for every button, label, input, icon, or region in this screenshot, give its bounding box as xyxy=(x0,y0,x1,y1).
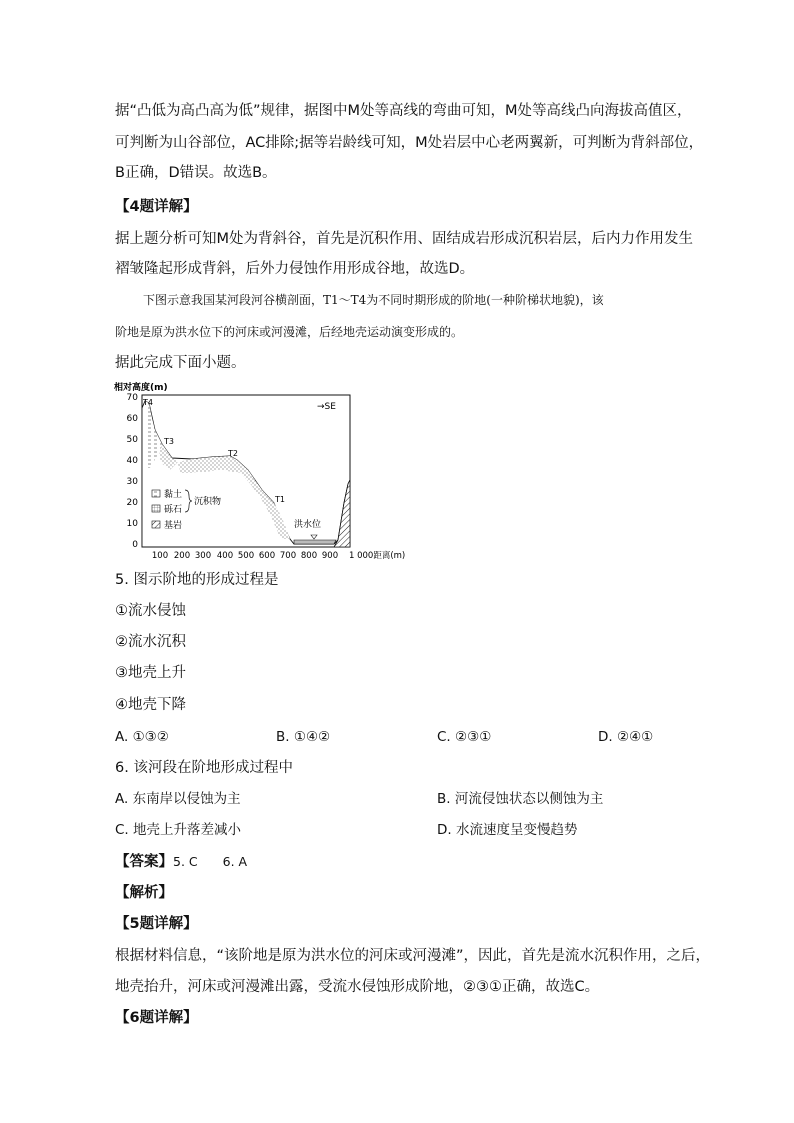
legend-gravel-swatch xyxy=(152,505,160,512)
y-axis-ticks xyxy=(127,393,139,550)
x-tick-label: 100 xyxy=(151,551,169,561)
y-tick-label: 50 xyxy=(126,435,138,445)
q6-option-a[interactable]: A. 东南岸以侵蚀为主 xyxy=(115,791,241,807)
q5-item-1: ①流水侵蚀 xyxy=(115,603,186,619)
q5-detail-line-1: 根据材料信息，“该阶地是原为洪水位的河床或河漫滩”，因此，首先是流水沉积作用，之后， xyxy=(115,948,711,964)
q4-line-2: 褶皱隆起形成背斜，后外力侵蚀作用形成谷地，故选D。 xyxy=(115,261,475,277)
explanation-line-3: B正确，D错误。故选B。 xyxy=(115,165,277,181)
flood-level-label: 洪水位 xyxy=(294,520,322,530)
terrace-label-t1: T1 xyxy=(275,495,285,504)
x-tick-label: 900 xyxy=(321,551,339,561)
x-tick-label: 800 xyxy=(300,551,318,561)
q6-option-c[interactable]: C. 地壳上升落差减小 xyxy=(115,822,242,838)
q5-option-b[interactable]: B. ①④② xyxy=(276,729,331,745)
x-tick-label: 400 xyxy=(216,551,234,561)
material-intro-line-1: 下图示意我国某河段河谷横剖面，T1～T4为不同时期形成的阶地(一种阶梯状地貌)，该 xyxy=(143,293,604,307)
x-axis-ticks xyxy=(152,550,405,561)
legend-clay-swatch xyxy=(152,490,160,497)
x-tick-label: 500 xyxy=(237,551,255,561)
flood-level-marker xyxy=(311,535,317,539)
q5-option-a[interactable]: A. ①③② xyxy=(115,729,169,745)
q4-line-1: 据上题分析可知M处为背斜谷，首先是沉积作用、固结成岩形成沉积岩层，后内力作用发生 xyxy=(115,231,694,247)
y-tick-label: 40 xyxy=(126,456,138,466)
explanation-line-1: 据“凸低为高凸高为低”规律，据图中M处等高线的弯曲可知，M处等高线凸向海拔高值区， xyxy=(115,103,692,119)
legend-clay-label: 黏土 xyxy=(164,490,183,500)
q5-item-4: ④地壳下降 xyxy=(115,697,186,713)
q6-detail-header: 【6题详解】 xyxy=(115,1010,198,1026)
y-tick-label: 10 xyxy=(126,519,138,529)
x-tick-label: 1 000距离(m) xyxy=(349,551,406,561)
explanation-line-2: 可判断为山谷部位，AC排除;据等岩龄线可知，M处岩层中心老两翼新，可判断为背斜部位， xyxy=(115,135,704,151)
q6-option-d[interactable]: D. 水流速度呈变慢趋势 xyxy=(437,822,578,838)
x-tick-label: 600 xyxy=(258,551,276,561)
x-tick-label: 300 xyxy=(194,551,212,561)
answer-values: 5. C 6. A xyxy=(173,854,248,869)
x-tick-label: 700 xyxy=(279,551,297,561)
bedrock-cliff xyxy=(334,480,350,547)
q6-stem: 6. 该河段在阶地形成过程中 xyxy=(115,760,293,776)
instruction-text: 据此完成下面小题。 xyxy=(115,355,246,371)
y-axis-title: 相对高度(m) xyxy=(114,383,168,393)
y-tick-label: 20 xyxy=(126,498,138,508)
answer-row xyxy=(115,852,247,872)
legend-bedrock-label: 基岩 xyxy=(164,521,183,531)
q6-option-b[interactable]: B. 河流侵蚀状态以侧蚀为主 xyxy=(437,791,604,807)
y-tick-label: 70 xyxy=(126,393,138,403)
q5-option-d[interactable]: D. ②④① xyxy=(598,729,654,745)
q5-item-3: ③地壳上升 xyxy=(115,665,186,681)
legend-gravel-label: 砾石 xyxy=(164,505,183,515)
q5-option-c[interactable]: C. ②③① xyxy=(437,729,492,745)
q4-header: 【4题详解】 xyxy=(115,199,198,215)
material-intro-line-2: 阶地是原为洪水位下的河床或河漫滩，后经地壳运动演变形成的。 xyxy=(115,325,464,339)
terrace-label-t4: T4 xyxy=(143,398,153,407)
terrace-label-t3: T3 xyxy=(164,437,174,446)
analysis-label: 【解析】 xyxy=(115,885,173,901)
legend-bedrock-swatch xyxy=(152,521,160,528)
river-cross-section-figure xyxy=(112,378,412,563)
x-tick-label: 200 xyxy=(173,551,191,561)
y-tick-label: 30 xyxy=(126,477,138,487)
y-tick-label: 0 xyxy=(132,540,138,550)
y-tick-label: 60 xyxy=(126,414,138,424)
answer-label: 【答案】 xyxy=(115,854,173,870)
terrace-label-t2: T2 xyxy=(228,449,238,458)
direction-label: →SE xyxy=(317,402,336,412)
q5-detail-header: 【5题详解】 xyxy=(115,916,198,932)
legend-group-label: 沉积物 xyxy=(194,497,222,507)
q5-detail-line-2: 地壳抬升，河床或河漫滩出露，受流水侵蚀形成阶地，②③①正确，故选C。 xyxy=(115,979,600,995)
river-water xyxy=(294,540,336,544)
q5-stem: 5. 图示阶地的形成过程是 xyxy=(115,572,279,588)
q5-item-2: ②流水沉积 xyxy=(115,634,186,650)
